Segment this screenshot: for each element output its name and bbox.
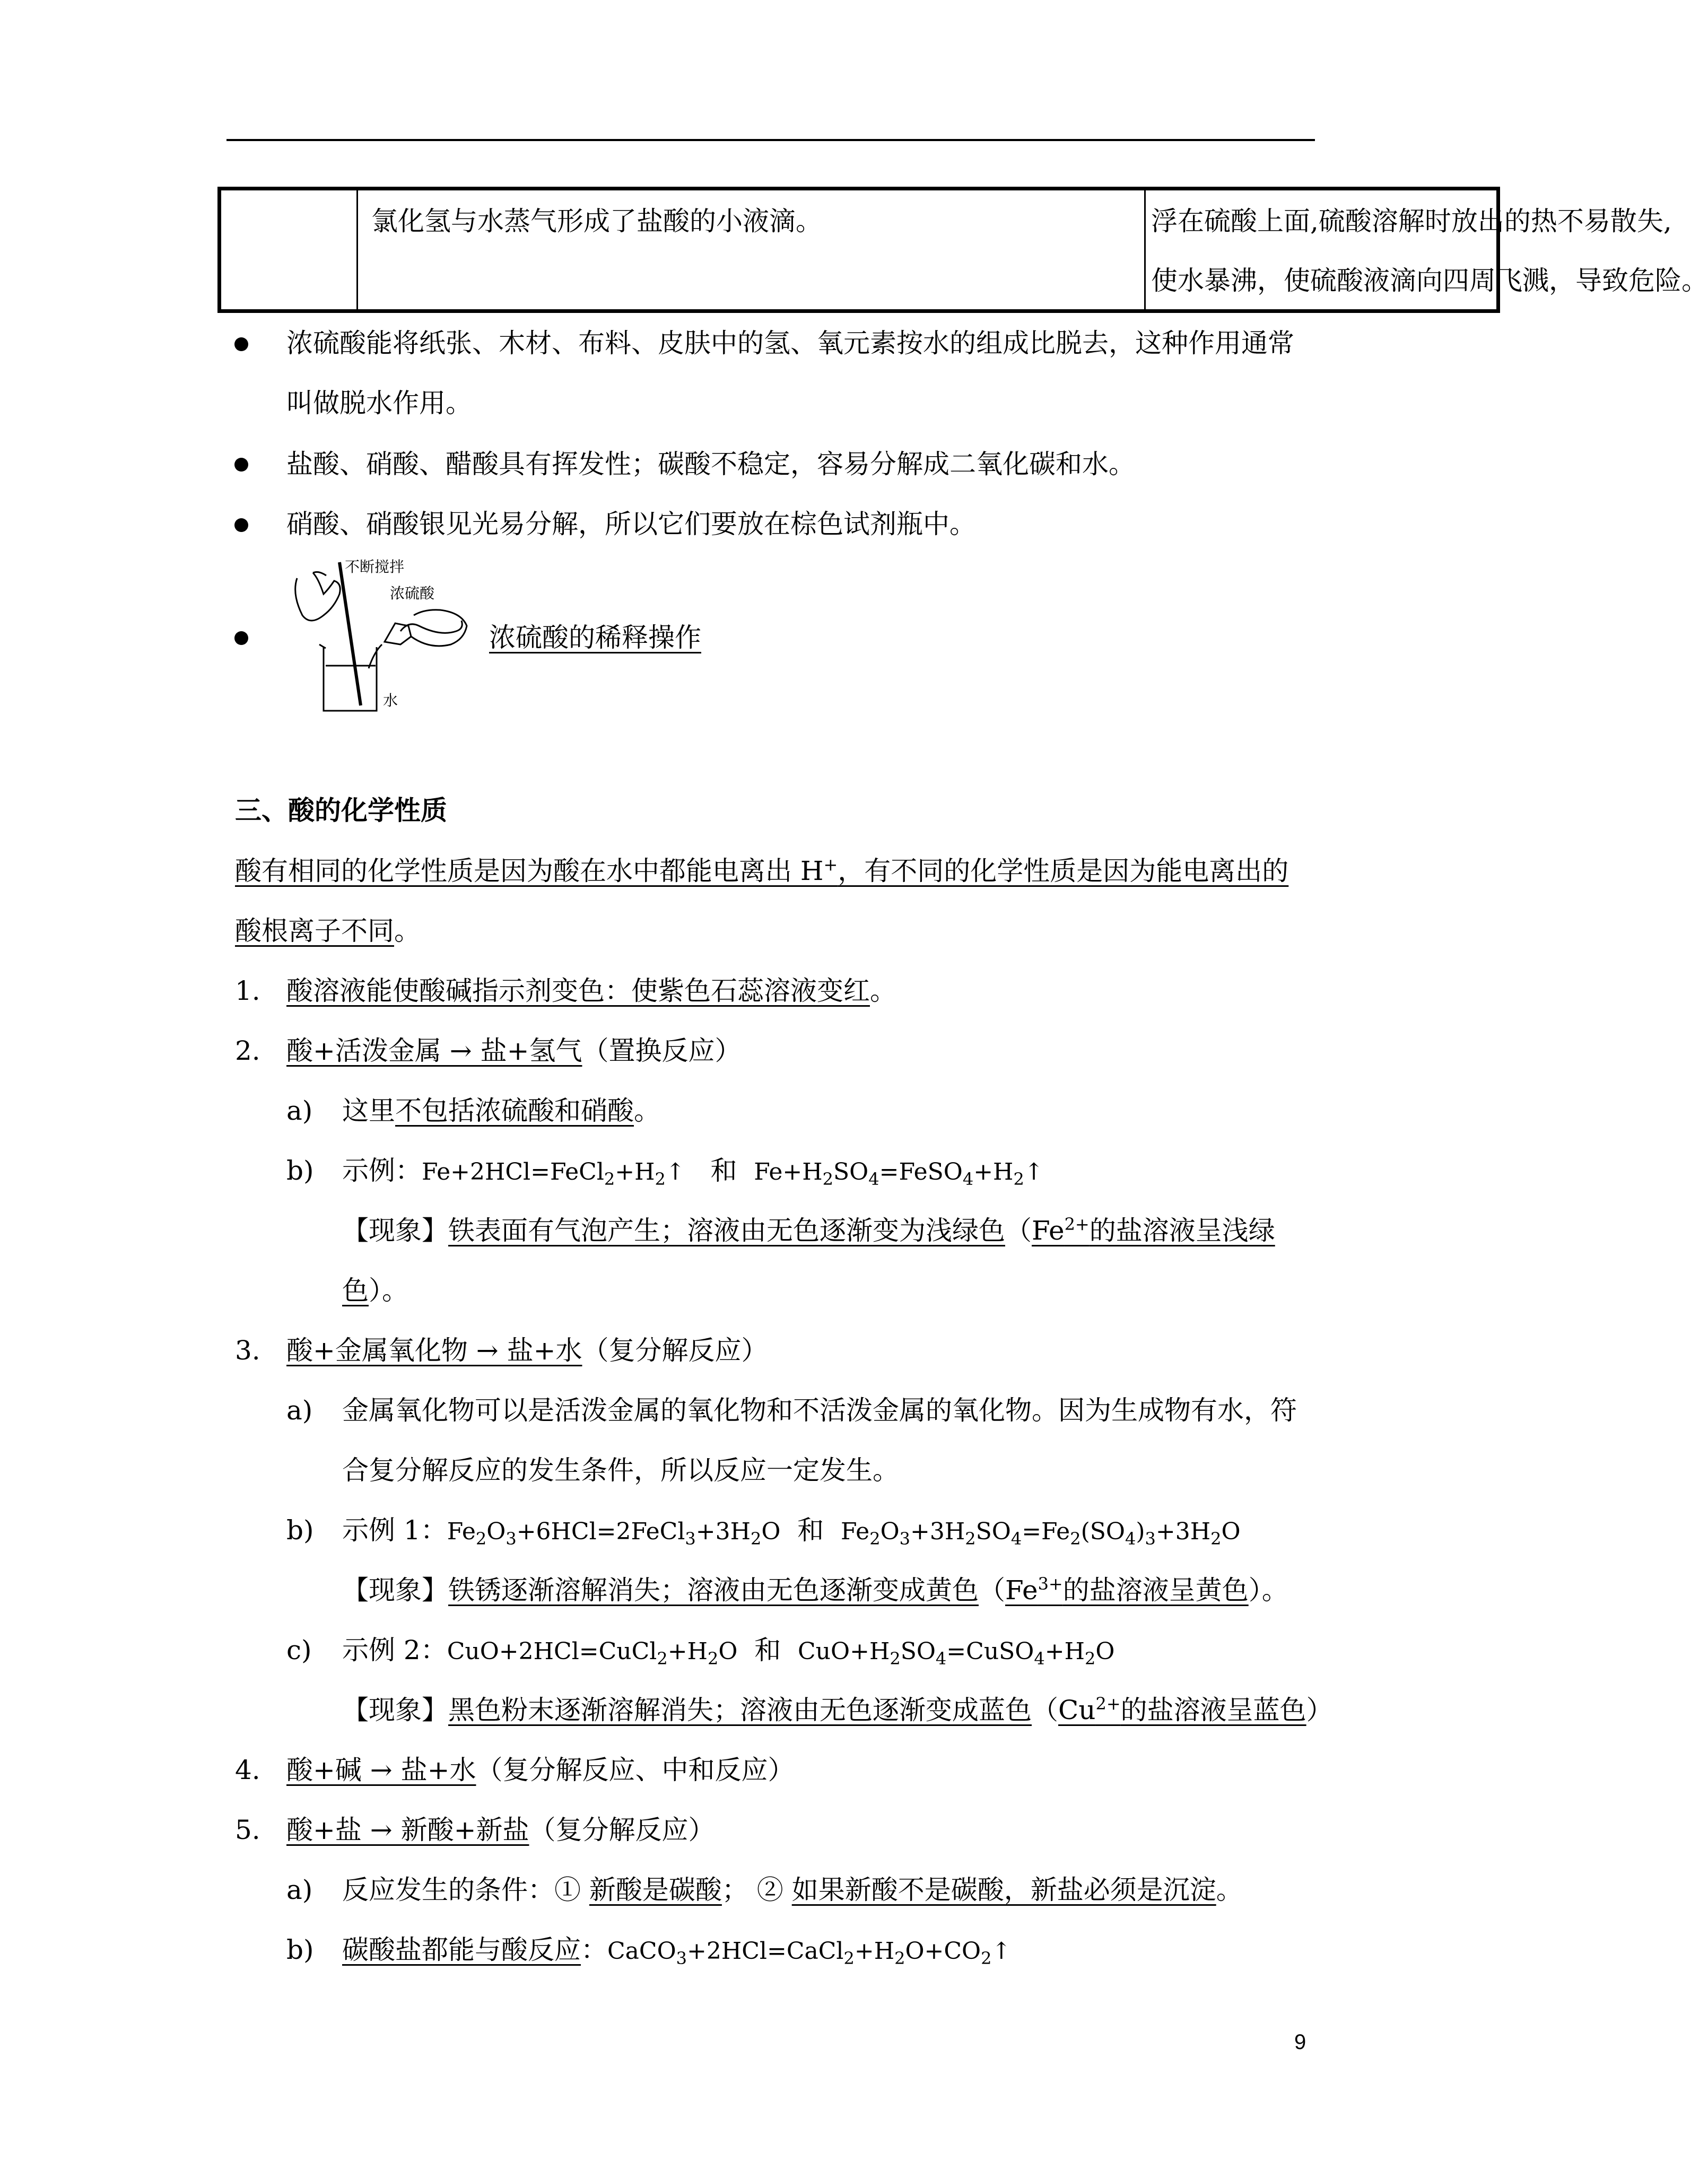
table-cell-middle bbox=[358, 190, 1146, 309]
table-mid-text: 氯化氢与水蒸气形成了盐酸的小液滴。 bbox=[371, 206, 822, 237]
item-3-text: 酸+金属氧化物 → 盐+水（复分解反应） bbox=[286, 1335, 768, 1366]
dilution-diagram bbox=[281, 557, 493, 716]
item-2b-number: b) bbox=[286, 1155, 314, 1186]
bullet-dot bbox=[234, 631, 248, 645]
item-1-number: 1. bbox=[235, 975, 260, 1006]
diagram-label-stir: 不断搅拌 bbox=[345, 559, 405, 575]
comparison-table bbox=[217, 187, 1708, 313]
item-2a-number: a) bbox=[286, 1095, 313, 1126]
bullet-text-volatility: 盐酸、硝酸、醋酸具有挥发性；碳酸不稳定，容易分解成二氧化碳和水。 bbox=[286, 449, 1135, 479]
diagram-label-water: 水 bbox=[383, 692, 398, 709]
item-3b-number: b) bbox=[286, 1515, 314, 1546]
bullet-text-dehydration-2: 叫做脱水作用。 bbox=[286, 388, 472, 418]
item-3a-line1: 金属氧化物可以是活泼金属的氧化物和不活泼金属的氧化物。因为生成物有水，符 bbox=[342, 1395, 1297, 1426]
item-5b-text: 碳酸盐都能与酸反应：$CaCO_3+2HCl=CaCl_2+H_2O+CO_2↑$ bbox=[342, 1934, 1012, 1968]
bullet-dot bbox=[234, 518, 248, 532]
item-2-text: 酸+活泼金属 → 盐+氢气（置换反应） bbox=[286, 1035, 742, 1066]
item-3a-line2: 合复分解反应的发生条件，所以反应一定发生。 bbox=[342, 1455, 899, 1486]
section-intro-line2: 酸根离子不同。 bbox=[235, 916, 421, 946]
diagram-label-acid: 浓硫酸 bbox=[390, 585, 435, 601]
item-5-number: 5. bbox=[235, 1815, 260, 1845]
item-2b-equations: 示例：$Fe+2HCl=FeCl_2+H_2↑$ 和 $Fe+H_2SO_4=FeSO_4+H_2↑$ bbox=[342, 1155, 1044, 1189]
bullet-dot bbox=[234, 458, 248, 472]
item-3a-number: a) bbox=[286, 1395, 313, 1426]
item-3b-equations: 示例 1：$Fe_2O_3+6HCl=2FeCl_3+3H_2O$ 和 $Fe_2O_3+3H_2SO_4=Fe_2(SO_4)_3+3H_2O$ bbox=[342, 1515, 1241, 1549]
table-cell-left bbox=[221, 190, 358, 309]
item-3b-phenomenon: 【现象】铁锈逐渐溶解消失；溶液由无色逐渐变成黄色（$Fe^{3+}$的盐溶液呈黄色）。 bbox=[342, 1574, 1288, 1606]
dilution-caption: 浓硫酸的稀释操作 bbox=[489, 622, 701, 653]
table-right-line1: 浮在硫酸上面,硫酸溶解时放出的热不易散失, bbox=[1151, 206, 1672, 237]
item-1-text: 酸溶液能使酸碱指示剂变色：使紫色石蕊溶液变红。 bbox=[286, 975, 896, 1006]
header-rule bbox=[226, 139, 1315, 141]
item-2b-phenomenon-line2: 色）。 bbox=[342, 1275, 408, 1306]
item-5a-text: 反应发生的条件：① 新酸是碳酸； ② 如果新酸不是碳酸，新盐必须是沉淀。 bbox=[342, 1874, 1243, 1905]
item-5-text: 酸+盐 → 新酸+新盐（复分解反应） bbox=[286, 1815, 715, 1845]
page-number: 9 bbox=[1294, 2030, 1306, 2054]
bullet-text-dehydration-1: 浓硫酸能将纸张、木材、布料、皮肤中的氢、氧元素按水的组成比脱去，这种作用通常 bbox=[286, 328, 1294, 359]
item-3-number: 3. bbox=[235, 1335, 260, 1366]
table-cell-right bbox=[1146, 190, 1708, 309]
item-3c-number: c) bbox=[286, 1635, 312, 1666]
item-2-number: 2. bbox=[235, 1035, 260, 1066]
item-4-text: 酸+碱 → 盐+水（复分解反应、中和反应） bbox=[286, 1755, 795, 1785]
table-right-line2: 使水暴沸，使硫酸液滴向四周飞溅，导致危险。 bbox=[1151, 265, 1708, 296]
item-5b-number: b) bbox=[286, 1934, 314, 1965]
bullet-text-light-decompose: 硝酸、硝酸银见光易分解，所以它们要放在棕色试剂瓶中。 bbox=[286, 509, 976, 539]
item-2a-text: 这里不包括浓硫酸和硝酸。 bbox=[342, 1095, 660, 1126]
item-2b-phenomenon-line1: 【现象】铁表面有气泡产生；溶液由无色逐渐变为浅绿色（$Fe^{2+}$的盐溶液呈浅绿 bbox=[342, 1214, 1275, 1246]
item-3c-equations: 示例 2：$CuO+2HCl=CuCl_2+H_2O$ 和 $CuO+H_2SO_4=CuSO_4+H_2O$ bbox=[342, 1635, 1115, 1669]
item-5a-number: a) bbox=[286, 1874, 313, 1905]
item-4-number: 4. bbox=[235, 1755, 260, 1785]
item-3c-phenomenon: 【现象】黑色粉末逐渐溶解消失；溶液由无色逐渐变成蓝色（$Cu^{2+}$的盐溶液呈蓝色） bbox=[342, 1694, 1333, 1725]
bullet-dot bbox=[234, 337, 248, 351]
section-title: 三、酸的化学性质 bbox=[235, 795, 447, 826]
section-intro-line1: 酸有相同的化学性质是因为酸在水中都能电离出 H+，有不同的化学性质是因为能电离出的 bbox=[235, 855, 1289, 886]
